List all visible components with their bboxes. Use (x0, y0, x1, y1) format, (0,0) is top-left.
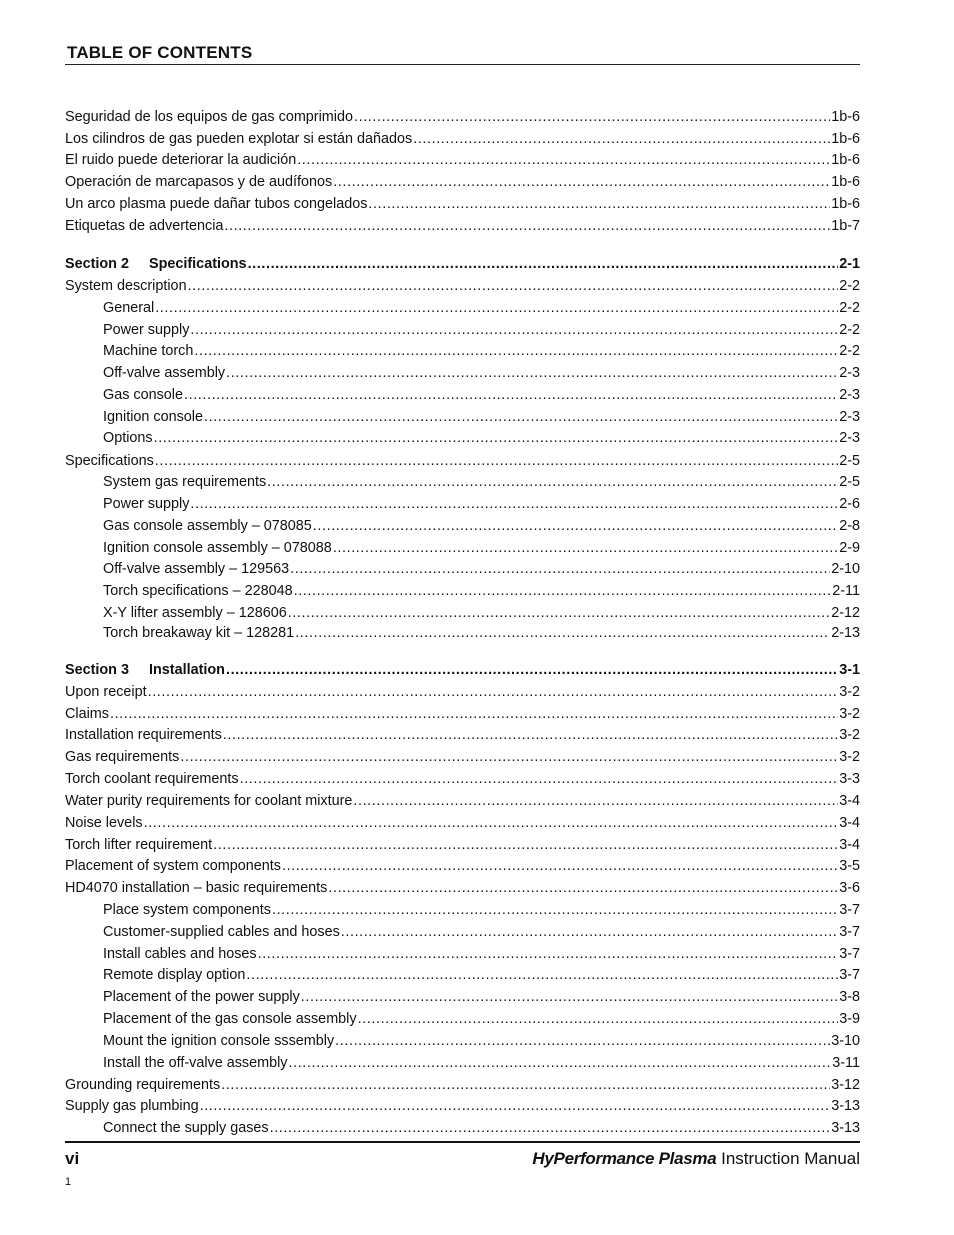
toc-dot-leader (213, 835, 838, 855)
toc-entry-label: Ignition console assembly – 078088 (103, 540, 332, 556)
toc-page-number: 3-4 (839, 793, 860, 809)
toc-entry[interactable] (65, 603, 860, 623)
toc-entry[interactable] (65, 472, 860, 492)
toc-dot-leader (246, 965, 838, 985)
toc-page-number: 1b-6 (831, 131, 860, 147)
toc-entry-label: Off-valve assembly (103, 365, 226, 381)
toc-dot-leader (200, 1096, 831, 1116)
page-title: TABLE OF CONTENTS (67, 43, 253, 62)
toc-entry-label: Ignition console (103, 409, 204, 425)
toc-entry[interactable] (65, 704, 860, 724)
toc-dot-leader (155, 451, 838, 471)
toc-page-number: 2-1 (839, 256, 860, 272)
toc-page-number: 3-7 (839, 924, 860, 940)
toc-page-number: 3-11 (832, 1055, 860, 1071)
toc-dot-leader (190, 320, 838, 340)
toc-entry[interactable] (65, 747, 860, 767)
toc-entry-label: Off-valve assembly – 129563 (103, 561, 290, 577)
toc-entry[interactable] (65, 856, 860, 876)
toc-page-number: 2-2 (839, 300, 860, 316)
toc-page-number: 1b-6 (831, 109, 860, 125)
toc-entry-label: Claims (65, 706, 109, 722)
toc-dot-leader (333, 538, 838, 558)
toc-dot-leader (240, 769, 839, 789)
toc-page-number: 2-3 (839, 430, 860, 446)
toc-entry-label: Gas requirements (65, 749, 180, 765)
toc-entry-label: Supply gas plumbing (65, 1098, 199, 1114)
toc-entry[interactable] (65, 769, 860, 789)
toc-page-number: 3-12 (831, 1077, 860, 1093)
toc-entry-label: Power supply (103, 496, 190, 512)
toc-page-number: 3-8 (839, 989, 860, 1005)
toc-page-number: 1b-6 (831, 196, 860, 212)
toc-entry[interactable] (65, 1009, 860, 1029)
toc-entry-label: Los cilindros de gas pueden explotar si están dañados (65, 131, 413, 147)
toc-page-number: 3-3 (839, 771, 860, 787)
toc-dot-leader (180, 747, 838, 767)
toc-page-number: 2-13 (831, 625, 860, 641)
toc-dot-leader (258, 944, 839, 964)
toc-entry[interactable] (65, 813, 860, 833)
toc-entry-label: Torch lifter requirement (65, 837, 213, 853)
toc-page-number: 3-6 (839, 880, 860, 896)
toc-entry[interactable] (65, 835, 860, 855)
toc-page-number: 2-2 (839, 278, 860, 294)
toc-entry-label: Grounding requirements (65, 1077, 221, 1093)
toc-entry[interactable] (65, 1096, 860, 1116)
footer-sub-number: 1 (65, 1176, 72, 1188)
toc-dot-leader (184, 385, 838, 405)
toc-dot-leader (289, 1053, 832, 1073)
toc-entry[interactable] (65, 965, 860, 985)
toc-page-number: 2-3 (839, 365, 860, 381)
toc-dot-leader (204, 407, 838, 427)
toc-entry[interactable] (65, 298, 860, 318)
toc-dot-leader (224, 216, 830, 236)
toc-dot-leader (353, 791, 838, 811)
toc-dot-leader (354, 107, 830, 127)
toc-entry[interactable] (65, 494, 860, 514)
toc-dot-leader (155, 298, 838, 318)
toc-page-number: 1b-6 (831, 152, 860, 168)
toc-entry-label: System description (65, 278, 187, 294)
toc-dot-leader (272, 900, 838, 920)
toc-dot-leader (226, 660, 838, 680)
toc-entry-label: Machine torch (103, 343, 194, 359)
toc-dot-leader (368, 194, 830, 214)
toc-entry-label: Noise levels (65, 815, 143, 831)
toc-entry-label: Connect the supply gases (103, 1120, 269, 1136)
toc-entry-label: Placement of system components (65, 858, 281, 874)
toc-entry-label: Specifications (65, 453, 154, 469)
toc-page-number: 2-11 (832, 583, 860, 599)
toc-page-number: 2-12 (831, 605, 860, 621)
header-divider (65, 64, 860, 65)
toc-entry[interactable] (65, 341, 860, 361)
toc-page-number: 3-2 (839, 749, 860, 765)
toc-dot-leader (290, 559, 830, 579)
toc-page-number: 3-1 (839, 662, 860, 678)
toc-entry-label: Placement of the power supply (103, 989, 300, 1005)
toc-page-number: 3-7 (839, 946, 860, 962)
toc-dot-leader (335, 1031, 830, 1051)
toc-dot-leader (301, 987, 838, 1007)
toc-dot-leader (413, 129, 830, 149)
toc-page-number: 2-2 (839, 322, 860, 338)
toc-entry[interactable] (65, 276, 860, 296)
toc-page-number: 3-7 (839, 967, 860, 983)
toc-entry[interactable] (65, 682, 860, 702)
toc-page-number: 3-7 (839, 902, 860, 918)
toc-entry-label: Torch specifications – 228048 (103, 583, 293, 599)
toc-page-number: 2-9 (839, 540, 860, 556)
toc-section-title: Specifications (149, 256, 247, 272)
toc-page-number: 2-6 (839, 496, 860, 512)
toc-dot-leader (313, 516, 838, 536)
toc-entry[interactable] (65, 791, 860, 811)
toc-entry[interactable] (65, 216, 860, 236)
toc-entry[interactable] (65, 451, 860, 471)
toc-section-heading[interactable] (65, 660, 860, 680)
toc-entry-label: Gas console (103, 387, 183, 403)
toc-entry[interactable] (65, 385, 860, 405)
toc-entry-label: Customer-supplied cables and hoses (103, 924, 340, 940)
toc-dot-leader (358, 1009, 839, 1029)
toc-dot-leader (154, 428, 839, 448)
footer-manual-title (532, 1149, 860, 1169)
toc-dot-leader (341, 922, 838, 942)
toc-entry[interactable] (65, 623, 860, 643)
toc-entry[interactable] (65, 1053, 860, 1073)
toc-page-number: 2-5 (839, 474, 860, 490)
toc-page-number: 2-8 (839, 518, 860, 534)
toc-section-number: Section 3 (65, 662, 129, 678)
toc-page-number: 2-2 (839, 343, 860, 359)
toc-dot-leader (194, 341, 838, 361)
toc-entry-label: Power supply (103, 322, 190, 338)
toc-entry-label: X-Y lifter assembly – 128606 (103, 605, 287, 621)
footer-brand-name: HyPerformance Plasma (532, 1149, 717, 1168)
toc-dot-leader (270, 1118, 831, 1138)
toc-entry-label: General (103, 300, 155, 316)
toc-entry-label: Operación de marcapasos y de audífonos (65, 174, 333, 190)
toc-entry[interactable] (65, 538, 860, 558)
toc-entry-label: Torch coolant requirements (65, 771, 239, 787)
toc-dot-leader (188, 276, 839, 296)
toc-dot-leader (110, 704, 838, 724)
toc-entry-label: Water purity requirements for coolant mixture (65, 793, 353, 809)
toc-entry-label: System gas requirements (103, 474, 267, 490)
toc-page-number: 3-4 (839, 815, 860, 831)
toc-page-number: 3-13 (831, 1098, 860, 1114)
toc-section-number: Section 2 (65, 256, 129, 272)
toc-page-number: 3-4 (839, 837, 860, 853)
footer-page-number: vi (65, 1149, 80, 1168)
toc-entry[interactable] (65, 129, 860, 149)
toc-section-title: Installation (149, 662, 225, 678)
toc-entry-label (65, 660, 225, 680)
toc-entry[interactable] (65, 428, 860, 448)
toc-entry[interactable] (65, 725, 860, 745)
toc-entry[interactable] (65, 581, 860, 601)
toc-page-number: 2-3 (839, 387, 860, 403)
toc-entry[interactable] (65, 1075, 860, 1095)
toc-entry-label: El ruido puede deteriorar la audición (65, 152, 297, 168)
toc-dot-leader (221, 1075, 830, 1095)
toc-entry-label: Torch breakaway kit – 128281 (103, 625, 295, 641)
toc-dot-leader (328, 878, 838, 898)
toc-page-number: 2-5 (839, 453, 860, 469)
toc-entry-label: Un arco plasma puede dañar tubos congelados (65, 196, 368, 212)
toc-dot-leader (333, 172, 830, 192)
toc-dot-leader (144, 813, 839, 833)
toc-entry[interactable] (65, 1031, 860, 1051)
toc-entry-label: Install cables and hoses (103, 946, 257, 962)
toc-dot-leader (288, 603, 830, 623)
toc-entry-label: HD4070 installation – basic requirements (65, 880, 328, 896)
footer-manual-label: Instruction Manual (721, 1149, 860, 1168)
toc-entry-label: Gas console assembly – 078085 (103, 518, 312, 534)
toc-entry[interactable] (65, 320, 860, 340)
toc-entry[interactable] (65, 878, 860, 898)
toc-entry-label (65, 254, 247, 274)
footer-divider (65, 1141, 860, 1143)
toc-entry[interactable] (65, 922, 860, 942)
toc-entry[interactable] (65, 900, 860, 920)
toc-page-number: 3-5 (839, 858, 860, 874)
toc-dot-leader (223, 725, 838, 745)
toc-page-number: 3-9 (839, 1011, 860, 1027)
toc-entry[interactable] (65, 172, 860, 192)
toc-dot-leader (248, 254, 839, 274)
toc-dot-leader (295, 623, 830, 643)
toc-page-number: 2-10 (831, 561, 860, 577)
toc-entry-label: Placement of the gas console assembly (103, 1011, 357, 1027)
toc-entry[interactable] (65, 1118, 860, 1138)
toc-entry-label: Install the off-valve assembly (103, 1055, 288, 1071)
toc-entry[interactable] (65, 407, 860, 427)
toc-entry[interactable] (65, 194, 860, 214)
toc-dot-leader (267, 472, 838, 492)
toc-section-heading[interactable] (65, 254, 860, 274)
toc-page-number: 3-2 (839, 727, 860, 743)
toc-page-number: 3-2 (839, 706, 860, 722)
toc-entry[interactable] (65, 516, 860, 536)
toc-entry-label: Etiquetas de advertencia (65, 218, 224, 234)
toc-entry[interactable] (65, 559, 860, 579)
toc-entry[interactable] (65, 107, 860, 127)
toc-entry-label: Upon receipt (65, 684, 147, 700)
toc-entry-label: Seguridad de los equipos de gas comprimido (65, 109, 353, 125)
toc-dot-leader (282, 856, 838, 876)
toc-entry-label: Place system components (103, 902, 271, 918)
toc-page-number: 3-10 (831, 1033, 860, 1049)
toc-entry[interactable] (65, 987, 860, 1007)
toc-dot-leader (148, 682, 839, 702)
toc-page-number: 1b-7 (831, 218, 860, 234)
toc-entry-label: Installation requirements (65, 727, 222, 743)
toc-entry-label: Mount the ignition console sssembly (103, 1033, 335, 1049)
toc-dot-leader (294, 581, 832, 601)
toc-page-number: 2-3 (839, 409, 860, 425)
toc-entry[interactable] (65, 363, 860, 383)
toc-dot-leader (226, 363, 838, 383)
toc-entry[interactable] (65, 150, 860, 170)
toc-entry-label: Remote display option (103, 967, 246, 983)
toc-dot-leader (297, 150, 830, 170)
toc-page-number: 3-2 (839, 684, 860, 700)
toc-page-number: 1b-6 (831, 174, 860, 190)
toc-entry[interactable] (65, 944, 860, 964)
toc-dot-leader (190, 494, 838, 514)
toc-entry-label: Options (103, 430, 153, 446)
toc-page-number: 3-13 (831, 1120, 860, 1136)
